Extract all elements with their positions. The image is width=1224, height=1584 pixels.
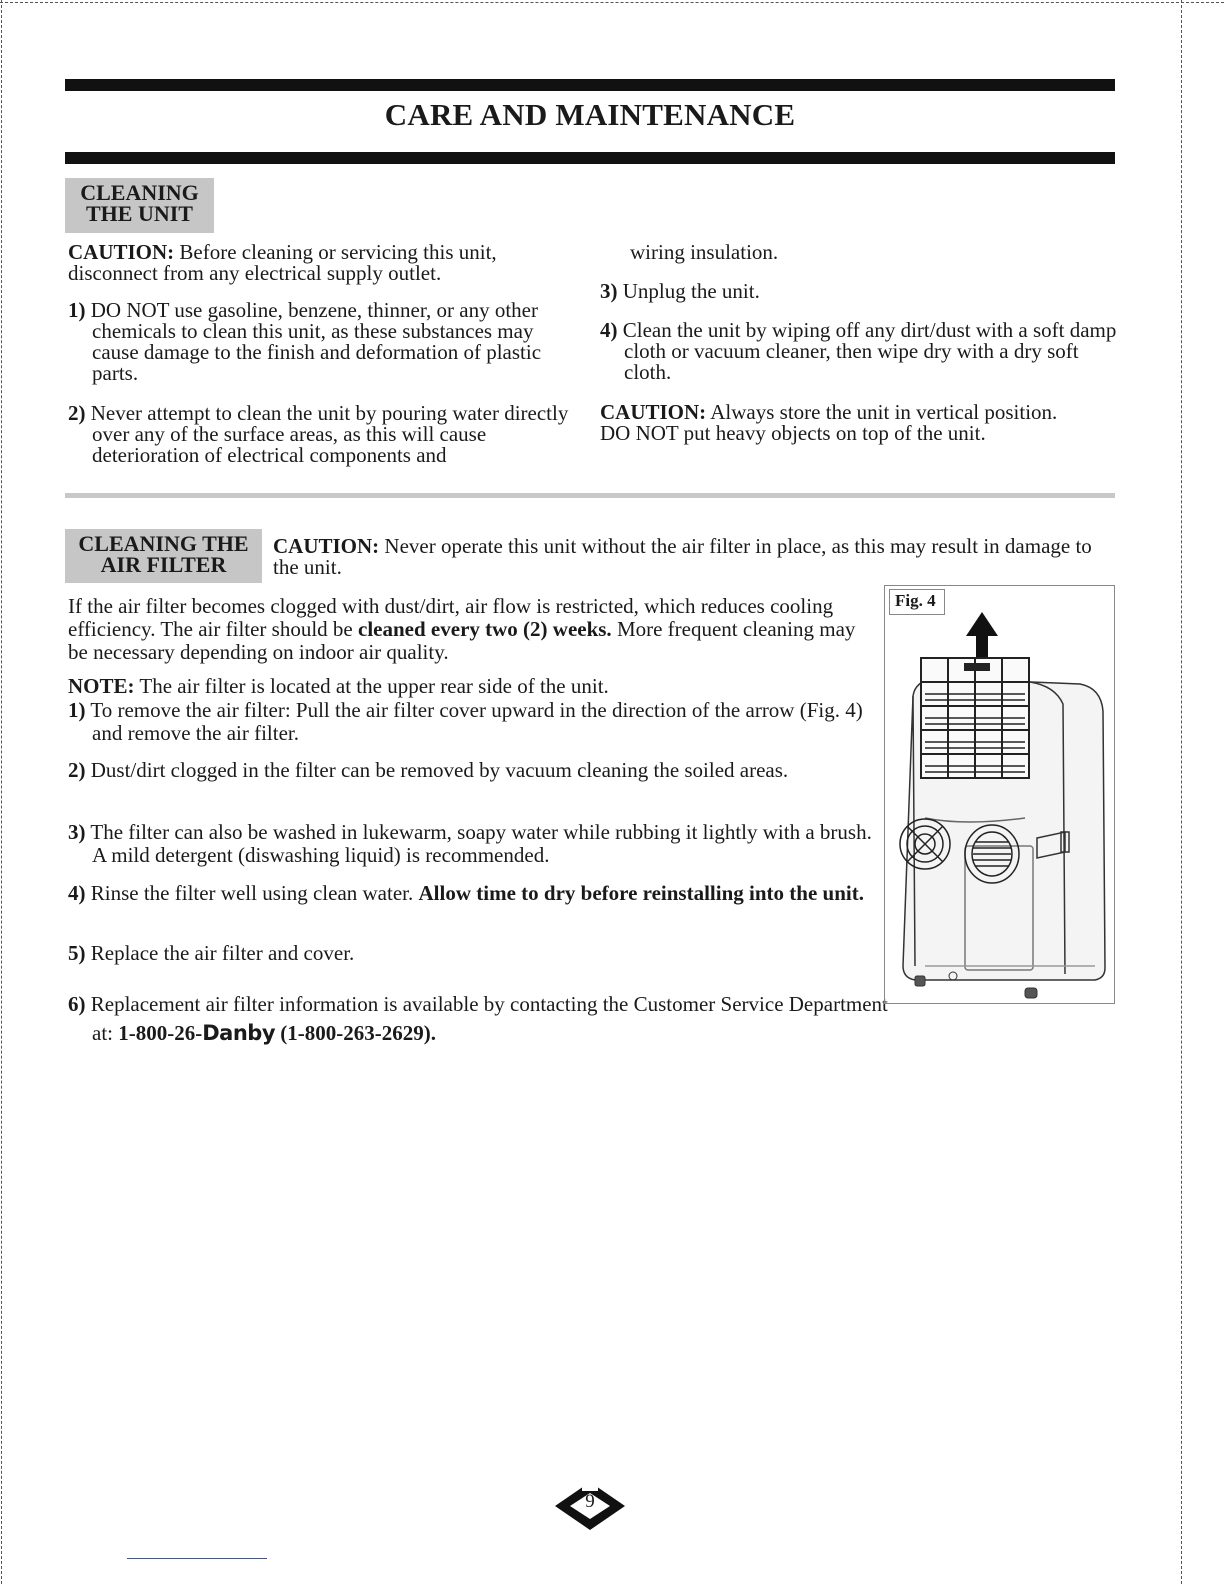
note-text: The air filter is located at the upper rear side of the unit. [134,674,609,698]
item-text: To remove the air filter: Pull the air filter cover upward in the direction of the arrow (Fig. 4) and remove the air filter. [85,698,863,745]
caution-text: Before cleaning or servicing this unit, disconnect from any electrical supply outlet. [68,240,497,285]
list-item [68,699,867,745]
caution-filter-paragraph [273,536,1103,578]
item-emphasis: Allow time to dry before reinstalling into the unit. [418,881,864,905]
caution-label: CAUTION: [273,534,380,558]
intro-text-end: More frequent cleaning may be necessary depending on indoor air quality. [68,617,856,664]
item-text: Clean the unit by wiping off any dirt/dust with a soft damp cloth or vacuum cleaner, then wipe dry with a dry soft cloth. [617,318,1117,384]
list-item [68,943,867,964]
section-tab-line1: CLEANING [80,180,199,205]
caution-label: CAUTION: [600,400,707,424]
phone-suffix: (1-800-263-2629). [275,1021,436,1045]
figure-label: Fig. 4 [889,589,945,615]
section-tab-line2: THE UNIT [86,201,193,226]
list-item [68,990,902,1048]
section-divider [65,493,1115,498]
list-item-continued: wiring insulation. [630,240,779,264]
item-text: Replace the air filter and cover. [85,941,355,965]
page-number: 9 [585,1491,595,1512]
item-number: 6) [68,992,86,1016]
list-item [68,760,867,781]
item-text: The filter can also be washed in lukewarm, soapy water while rubbing it lightly with a brush. A mild detergent (diswashing liquid) is recommended. [85,820,872,867]
page-border-top [0,2,1224,3]
item-number: 4) [600,318,618,342]
list-item [68,821,877,867]
section-tab-line2: AIR FILTER [100,552,227,577]
caution-paragraph [68,242,568,284]
item-number: 2) [68,758,86,782]
intro-text: If the air filter becomes clogged with dust/dirt, air flow is restricted, which reduces cooling efficiency. The air filter should be [68,594,834,641]
intro-emphasis: cleaned every two (2) weeks. [358,617,612,641]
note-label: NOTE: [68,674,135,698]
item-number: 1) [68,298,86,322]
list-item [600,320,1124,383]
item-text: Never attempt to clean the unit by pouring water directly over any of the surface areas, as this will cause deterioration of electrical components and [85,401,569,467]
page-border-right [1181,0,1182,1584]
fan-grille-left-icon [900,819,950,869]
item-text: Replacement air filter information is available by contacting the Customer Service Department at: [85,992,888,1045]
footer-line [127,1558,267,1559]
caution-storage-paragraph [600,402,1090,444]
header-rule-bottom [65,152,1115,164]
item-text: Rinse the filter well using clean water. [85,881,419,905]
caution-text: Never operate this unit without the air filter in place, as this may result in damage to the unit. [273,534,1092,579]
list-item [68,300,582,384]
list-item [600,281,1124,302]
item-text: Dust/dirt clogged in the filter can be removed by vacuum cleaning the soiled areas. [85,758,789,782]
page-border-left [1,0,2,1584]
phone-prefix: 1-800-26- [118,1021,203,1045]
item-number: 3) [600,279,618,303]
intro-paragraph [68,595,868,664]
item-number: 1) [68,698,86,722]
caution-text: Always store the unit in vertical position. DO NOT put heavy objects on top of the unit. [600,400,1058,445]
section-tab-cleaning-unit [65,178,214,233]
note-paragraph [68,676,868,697]
item-text: DO NOT use gasoline, benzene, thinner, or any other chemicals to clean this unit, as these substances may cause damage to the finish and deformation of plastic parts. [85,298,542,385]
item-number: 5) [68,941,86,965]
danby-logo: Danby [202,1021,276,1045]
caution-label: CAUTION: [68,240,175,264]
item-number: 4) [68,881,86,905]
item-text: Unplug the unit. [617,279,760,303]
section-tab-line1: CLEANING THE [78,531,249,556]
figure-4 [884,585,1115,1004]
section-tab-cleaning-filter [65,529,262,583]
item-number: 2) [68,401,86,425]
item-number: 3) [68,820,86,844]
page-title: CARE AND MAINTENANCE [384,97,796,132]
page-number-badge [552,1479,628,1533]
list-item [68,403,592,466]
air-conditioner-illustration [885,586,1114,1003]
list-item [68,882,867,905]
header-rule-top [65,79,1115,91]
